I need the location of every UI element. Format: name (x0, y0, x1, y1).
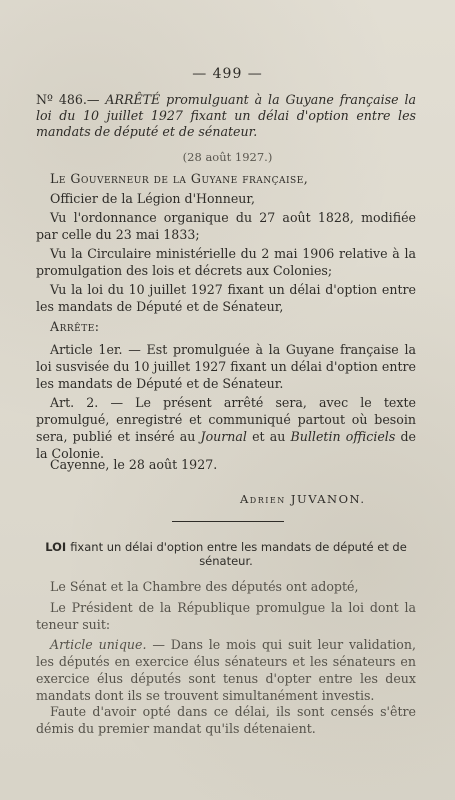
article-2-text-a: — Le présent arrêté sera, avec le texte promulgué, enregistré et communiqué partout où besoin sera, publié et inséré au (36, 395, 416, 444)
law-title (36, 540, 416, 568)
bulletin-ref: Bulletin officiels (290, 429, 396, 444)
article-1-text: — Est promulguée à la Guyane française la loi susvisée du 10 juillet 1927 fixant un délai d'option entre les mandats de Député et de Sénateur. (36, 342, 416, 391)
law-article (36, 636, 416, 704)
law-preamble: Le Sénat et la Chambre des députés ont adopté, (50, 579, 359, 594)
governor-text: Le Gouverneur de la Guyane française, (50, 171, 309, 186)
section-divider (172, 521, 284, 522)
article-2 (36, 394, 416, 462)
law-title-bold: LOI (45, 540, 67, 554)
considerant-2: Vu la Circulaire ministérielle du 2 mai 1906 relative à la promulgation des lois et décrets aux Colonies; (36, 246, 416, 278)
law-article-label: Article unique. (50, 637, 147, 652)
arrete-label (36, 318, 416, 335)
governor-line (36, 170, 416, 187)
president-line: Le Président de la République promulgue la loi dont la teneur suit: (36, 600, 416, 632)
journal-ref: Journal (200, 429, 247, 444)
place-date: Cayenne, le 28 août 1927. (50, 457, 218, 472)
law-article-text: — Dans le mois qui suit leur validation, les députés en exercice élus sénateurs et les sénateurs en exercice élus députés sont tenus d'opter entre les deux mandats dont ils se trouvent simultanément investis. (36, 637, 416, 703)
page-number: — 499 — (192, 66, 263, 82)
law-closing: Faute d'avoir opté dans ce délai, ils sont censés s'être démis du premier mandat qu'ils détenaient. (36, 704, 416, 736)
considerant-1: Vu l'ordonnance organique du 27 août 1828, modifiée par celle du 23 mai 1833; (36, 210, 416, 242)
considerant-3: Vu la loi du 10 juillet 1927 fixant un délai d'option entre les mandats de Député et de Sénateur, (36, 282, 416, 314)
decree-date: (28 août 1927.) (182, 150, 273, 164)
officer-line: Officier de la Légion d'Honneur, (50, 191, 256, 206)
decree-number: Nº 486. (36, 92, 87, 107)
article-2-text-c: de la Colonie. (36, 429, 416, 461)
article-2-label: Art. 2. (50, 395, 99, 410)
law-title-rest: fixant un délai d'option entre les mandats de député et de sénateur. (70, 540, 407, 568)
decree-title-lead: — ARRÊTÉ (86, 92, 161, 107)
signature: Adrien JUVANON. (240, 492, 366, 506)
article-1 (36, 341, 416, 392)
article-2-text-b: et au (252, 429, 286, 444)
arrete-text: Arrête: (50, 319, 100, 334)
decree-title: promulguant à la Guyane française la loi du 10 juillet 1927 fixant un délai d'option entre les mandats de député et de sénateur. (36, 92, 416, 139)
article-1-label: Article 1er. (50, 342, 123, 357)
decree-heading (36, 92, 416, 140)
